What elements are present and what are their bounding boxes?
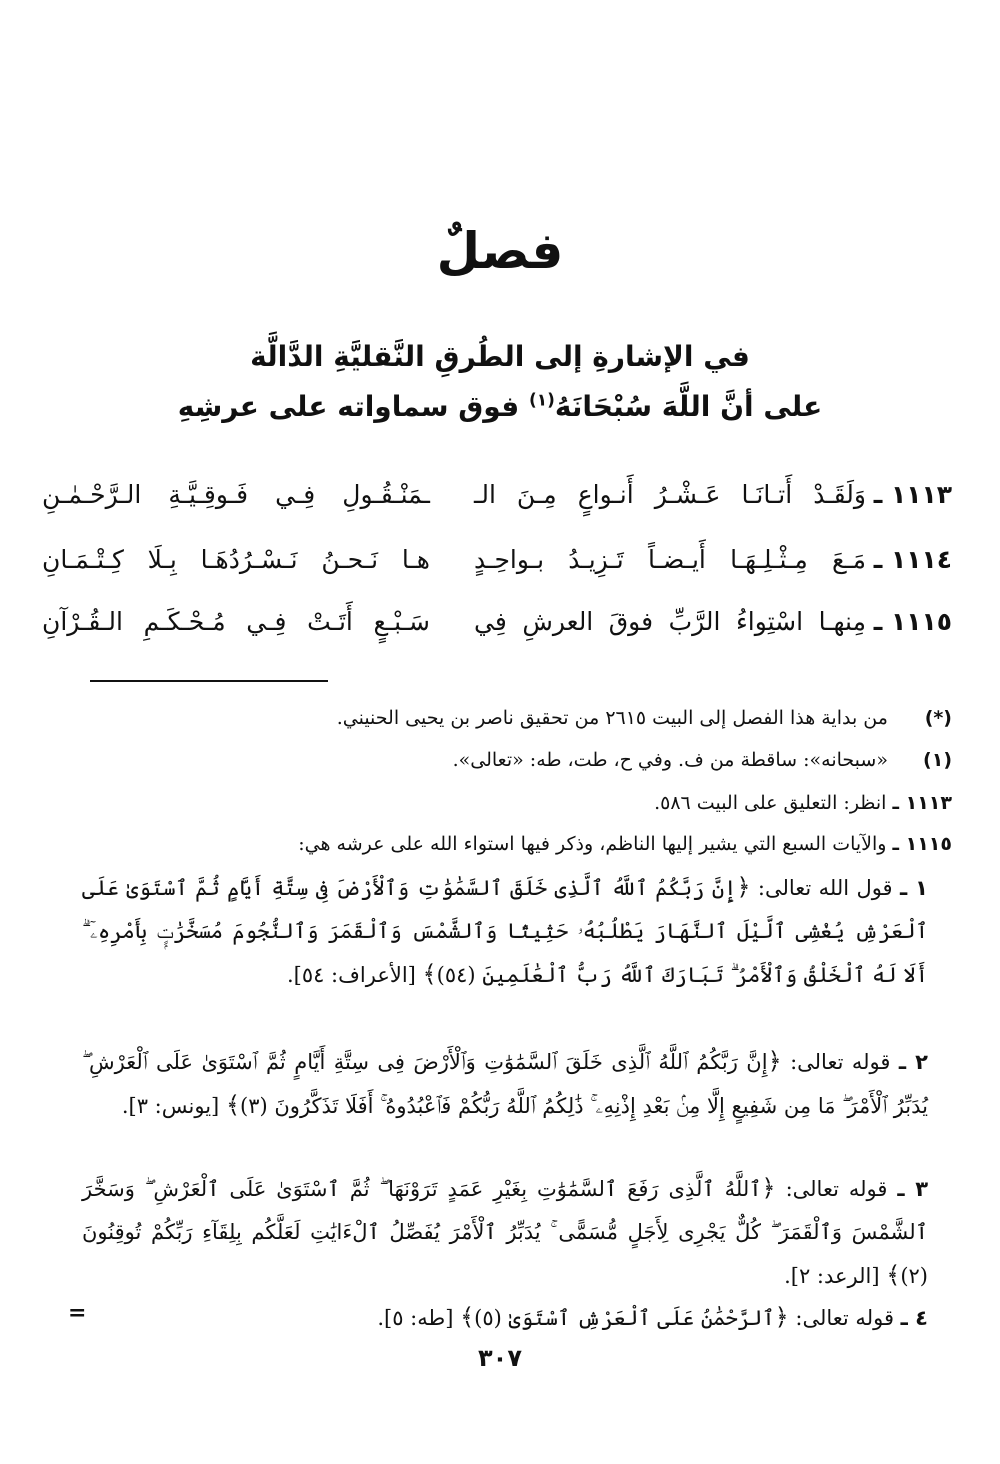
poem-verse — [42, 480, 952, 524]
poem-verse — [42, 607, 952, 651]
footnote-text: والآيات السبع التي يشير إليها الناظم، وذكر فيها استواء الله على عرشه هي: — [298, 833, 887, 855]
verse-second-hemistich: ـمَنْـقُـولِ فِـي فَـوقِـيَّـةِ الـرَّحْـمٰـنِ — [42, 480, 430, 509]
citation-intro: قوله تعالى: — [785, 1177, 888, 1201]
ornate-bracket-open: ﴿ — [761, 1174, 776, 1202]
quran-text: إِنَّ رَبَّكُمُ ٱللَّهُ ٱلَّذِى خَلَقَ ٱلسَّمَٰوَٰتِ وَٱلْأَرْضَ فِى سِتَّةِ أَيَّامٍ ثُمَّ ٱسْتَوَىٰ عَلَى ٱلْعَرْشِ ۖ يُدَبِّرُ ٱلْأَمْرَ ۖ مَا مِن شَفِيعٍ إِلَّا مِنۢ بَعْدِ إِذْنِهِۦ ۚ ذَٰلِكُمُ ٱللَّهُ رَبُّكُمْ فَٱعْبُدُوهُ ۚ أَفَلَا تَذَكَّرُونَ — [82, 1050, 928, 1118]
citation-intro: قول الله تعالى: — [757, 876, 893, 900]
section-heading-line-2-end: فوق سماواته على عرشِهِ — [177, 390, 520, 423]
section-label: فصلٌ — [436, 222, 564, 280]
verse-second-hemistich: هـا نَـحـنُ نَـسْـرُدُهَـا بِـلَا كِـتْـمَـانِ — [42, 545, 430, 574]
verse-first-hemistich: مِنهـا اسْتِواءُ الرَّبِّ فوقَ العرشِ فِي — [474, 607, 866, 636]
footnote-marker: (١) — [923, 749, 952, 771]
ornate-bracket-open: ﴿ — [736, 873, 751, 901]
ornate-bracket-close: ﴾ — [225, 1091, 240, 1119]
surah-reference: [طه: ٥]. — [377, 1306, 454, 1330]
citation-number: ٢ ـ — [898, 1050, 928, 1074]
quran-citation — [82, 1167, 928, 1298]
ornate-bracket-close: ﴾ — [422, 960, 437, 988]
section-heading-line-2 — [0, 390, 1000, 423]
ayah-number-marker: (٥٤) — [436, 963, 476, 987]
quran-text: ٱلرَّحْمَٰنُ عَلَى ٱلْعَرْشِ ٱسْتَوَىٰ — [508, 1306, 775, 1330]
ayah-number: ٢ — [908, 1264, 920, 1288]
quran-citation — [82, 1296, 928, 1340]
ornate-bracket-open: ﴿ — [774, 1303, 789, 1331]
surah-reference: [الأعراف: ٥٤]. — [286, 963, 416, 987]
footnote-marker: (*) — [924, 707, 952, 729]
footnote-text: «سبحانه»: ساقطة من ف. وفي ح، طت، طه: «تعالى». — [452, 749, 888, 771]
continuation-mark: = — [68, 1300, 87, 1326]
verse-number: ١١١٥ ـ — [873, 607, 952, 636]
ayah-number: ٣ — [248, 1094, 260, 1118]
section-heading-line-2-start: على أنَّ اللَّهَ سُبْحَانَهُ — [554, 390, 823, 423]
footnote — [82, 826, 952, 862]
verse-second-hemistich: سَـبْـعٍ أَتَـتْ فِـي مُـحْـكَـمِ الـقُـرْآنِ — [42, 607, 430, 636]
footnote-marker: ١١١٥ ـ — [892, 833, 952, 855]
footnote — [82, 700, 952, 736]
citation-number: ١ ـ — [899, 876, 928, 900]
surah-reference: [يونس: ٣]. — [121, 1094, 220, 1118]
ayah-number: ٥٤ — [444, 963, 468, 987]
citation-number: ٣ ـ — [897, 1177, 929, 1201]
page-number: ٣٠٧ — [478, 1344, 522, 1372]
footnote-reference-mark: (١) — [528, 390, 555, 411]
footnote — [82, 785, 952, 821]
footnote-text: من بداية هذا الفصل إلى البيت ٢٦١٥ من تحقيق ناصر بن يحيى الحنيني. — [336, 707, 888, 729]
footnote — [82, 742, 952, 778]
ornate-bracket-open: ﴿ — [767, 1047, 782, 1075]
ornate-bracket-close: ﴾ — [460, 1303, 475, 1331]
verse-first-hemistich: مَـعَ مِـثْـلِـهَـا أَيـضـاً تَـزِيـدُ بـواحِـدٍ — [474, 545, 866, 574]
ayah-number-marker: (٣) — [240, 1094, 268, 1118]
citation-number: ٤ ـ — [900, 1306, 928, 1330]
quran-text: إِنَّ رَبَّكُمُ ٱللَّهُ ٱلَّذِى خَلَقَ ٱلسَّمَٰوَٰتِ وَٱلْأَرْضَ فِى سِتَّةِ أَيَّامٍ ثُمَّ ٱسْتَوَىٰ عَلَى ٱلْعَرْشِ يُغْشِى ٱلَّيْلَ ٱلنَّهَارَ يَطْلُبُهُۥ حَثِيثًا وَٱلشَّمْسَ وَٱلْقَمَرَ وَٱلنُّجُومَ مُسَخَّرَٰتٍۭ بِأَمْرِهِۦٓ ۗ أَلَا لَهُ ٱلْخَلْقُ وَٱلْأَمْرُ ۗ تَبَارَكَ ٱللَّهُ رَبُّ ٱلْعَٰلَمِينَ — [82, 876, 928, 987]
quran-citation — [82, 866, 928, 997]
surah-reference: [الرعد: ٢]. — [784, 1264, 880, 1288]
poem-verse — [42, 545, 952, 589]
verse-number: ١١١٣ ـ — [873, 480, 952, 509]
quran-citation — [82, 1040, 928, 1128]
quran-text: ٱللَّهُ ٱلَّذِى رَفَعَ ٱلسَّمَٰوَٰتِ بِغَيْرِ عَمَدٍ تَرَوْنَهَا ۖ ثُمَّ ٱسْتَوَىٰ عَلَى ٱلْعَرْشِ ۖ وَسَخَّرَ ٱلشَّمْسَ وَٱلْقَمَرَ ۖ كُلٌّ يَجْرِى لِأَجَلٍ مُّسَمًّى ۚ يُدَبِّرُ ٱلْأَمْرَ يُفَصِّلُ ٱلْءَايَٰتِ لَعَلَّكُم بِلِقَآءِ رَبِّكُمْ تُوقِنُونَ — [82, 1177, 928, 1244]
citation-intro: قوله تعالى: — [795, 1306, 894, 1330]
ayah-number-marker: (٥) — [474, 1306, 502, 1330]
footnote-text: انظر: التعليق على البيت ٥٨٦. — [654, 792, 887, 814]
section-heading-line-1: في الإشارةِ إلى الطُرقِ النَّقليَّةِ الدَّالَّة — [250, 340, 750, 373]
verse-number: ١١١٤ ـ — [873, 545, 952, 574]
ornate-bracket-close: ﴾ — [886, 1261, 901, 1289]
ayah-number: ٥ — [482, 1306, 494, 1330]
ayah-number-marker: (٢) — [900, 1264, 928, 1288]
verse-first-hemistich: وَلَقَـدْ أَتـانَـا عَـشْـرُ أَنـواعٍ مِـنَ الـ — [474, 480, 866, 509]
footnote-marker: ١١١٣ ـ — [892, 792, 952, 814]
footnote-separator-rule — [90, 680, 328, 682]
citation-intro: قوله تعالى: — [790, 1050, 891, 1074]
